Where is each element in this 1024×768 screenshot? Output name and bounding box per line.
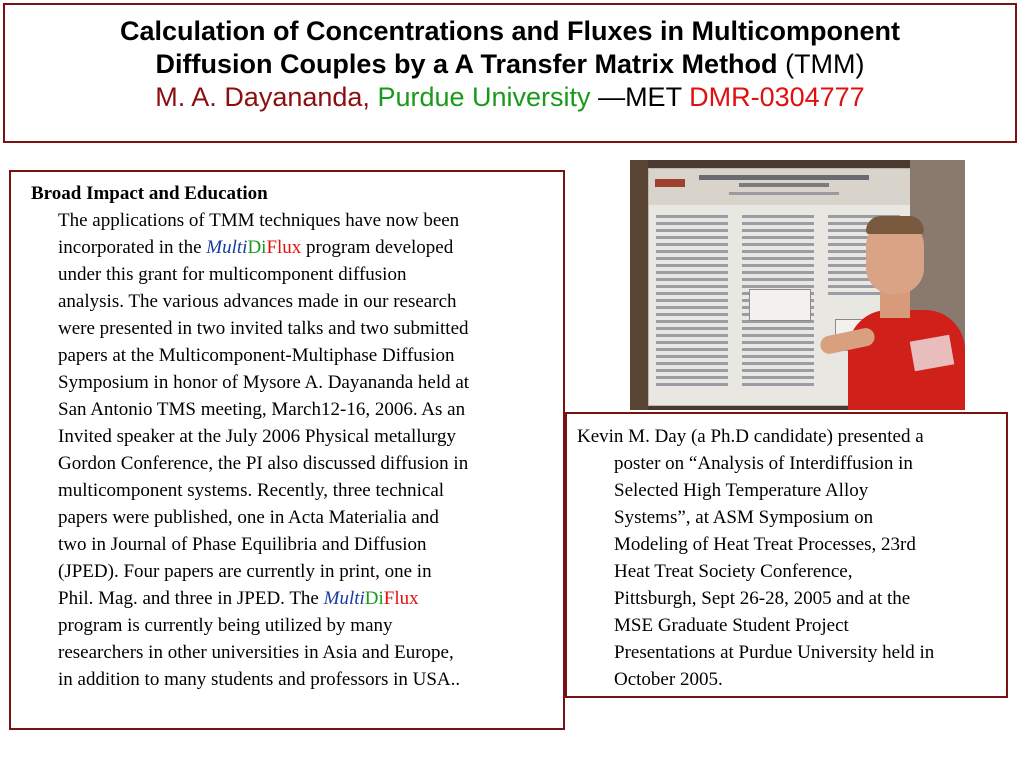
title-line-2-bold: Diffusion Couples by a A Transfer Matrix Method xyxy=(155,49,778,79)
poster-column xyxy=(653,211,731,393)
text-line: (JPED). Four papers are currently in print, one in xyxy=(58,561,432,582)
student-poster-photo xyxy=(630,160,965,410)
text-line: two in Journal of Phase Equilibria and Diffusion xyxy=(58,534,427,555)
program-name-multi: Multi xyxy=(206,237,248,258)
program-name-di: Di xyxy=(364,588,384,609)
broad-impact-text xyxy=(58,207,554,693)
broad-impact-heading: Broad Impact and Education xyxy=(31,183,268,204)
text-line: poster on “Analysis of Interdiffusion in xyxy=(614,453,913,474)
text-line xyxy=(58,234,554,261)
text-line: MSE Graduate Student Project xyxy=(614,615,849,636)
title-line-1: Calculation of Concentrations and Fluxes in Multicomponent xyxy=(119,16,901,46)
text-line: analysis. The various advances made in our research xyxy=(58,291,457,312)
person-neck xyxy=(880,290,910,318)
person-hair xyxy=(866,216,924,234)
text-line: were presented in two invited talks and two submitted xyxy=(58,318,469,339)
title-box xyxy=(3,3,1017,143)
text-line: in addition to many students and professors in USA.. xyxy=(58,669,461,690)
text-line: The applications of TMM techniques have now been xyxy=(58,210,460,231)
title-line-2 xyxy=(5,48,1015,81)
text-fragment: incorporated in the xyxy=(58,237,207,258)
text-line: Selected High Temperature Alloy xyxy=(614,480,869,501)
text-line: papers were published, one in Acta Materialia and xyxy=(58,507,439,528)
text-line: program is currently being utilized by many xyxy=(58,615,393,636)
text-line: papers at the Multicomponent-Multiphase Diffusion xyxy=(58,345,455,366)
text-fragment: Phil. Mag. and three in JPED. The xyxy=(58,588,324,609)
text-line: Heat Treat Society Conference, xyxy=(614,561,853,582)
poster-logo xyxy=(655,179,685,187)
program-name-di: Di xyxy=(247,237,267,258)
poster-title-bar xyxy=(699,175,869,180)
text-line: Gordon Conference, the PI also discussed diffusion in xyxy=(58,453,469,474)
university-name: Purdue University xyxy=(377,82,591,112)
text-line: Invited speaker at the July 2006 Physical metallurgy xyxy=(58,426,457,447)
text-line xyxy=(58,585,554,612)
poster-subtitle-bar xyxy=(729,192,839,195)
student-presentation-panel xyxy=(565,412,1008,698)
text-line: Pittsburgh, Sept 26-28, 2005 and at the xyxy=(614,588,911,609)
division-label: —MET xyxy=(598,82,682,112)
text-line: multicomponent systems. Recently, three technical xyxy=(58,480,445,501)
program-name-flux: Flux xyxy=(383,588,419,609)
text-line: Symposium in honor of Mysore A. Dayananda held at xyxy=(58,372,470,393)
text-line: Presentations at Purdue University held in xyxy=(614,642,935,663)
program-name-multi: Multi xyxy=(323,588,365,609)
text-line: Modeling of Heat Treat Processes, 23rd xyxy=(614,534,916,555)
text-line: Kevin M. Day (a Ph.D candidate) presented a xyxy=(577,426,924,447)
text-line: October 2005. xyxy=(614,669,723,690)
title-acronym: (TMM) xyxy=(785,49,865,79)
broad-impact-panel xyxy=(9,170,565,730)
poster-figure xyxy=(749,289,811,321)
text-line: researchers in other universities in Asia and Europe, xyxy=(58,642,454,663)
grant-number: DMR-0304777 xyxy=(689,82,865,112)
poster-title-bar xyxy=(739,183,829,187)
photo-wall-left xyxy=(630,160,648,410)
text-fragment: program developed xyxy=(301,237,454,258)
author-name: M. A. Dayananda, xyxy=(155,82,370,112)
student-presentation-text xyxy=(577,423,1002,693)
text-line: Systems”, at ASM Symposium on xyxy=(614,507,874,528)
program-name-flux: Flux xyxy=(266,237,302,258)
text-line: under this grant for multicomponent diffusion xyxy=(58,264,407,285)
text-line: San Antonio TMS meeting, March12-16, 2006. As an xyxy=(58,399,466,420)
author-line xyxy=(5,81,1015,114)
